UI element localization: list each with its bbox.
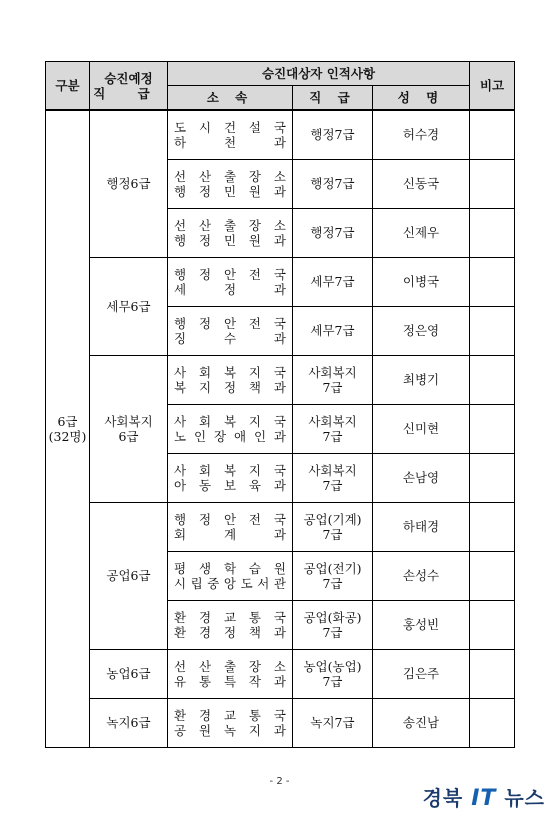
rank-line2: 7급 xyxy=(322,526,343,542)
group-cell: 농업6급 xyxy=(90,649,168,698)
rank-cell xyxy=(293,551,373,600)
dept-division: 복 지 정 책 과 xyxy=(174,379,286,395)
name-cell: 이병국 xyxy=(373,257,470,306)
category-cell xyxy=(46,110,90,747)
note-cell xyxy=(470,355,515,404)
dept-division: 회 계 과 xyxy=(174,526,286,542)
rank-cell xyxy=(293,355,373,404)
note-cell xyxy=(470,257,515,306)
dept-office: 환 경 교 통 국 xyxy=(174,707,286,723)
note-cell xyxy=(470,502,515,551)
group-cell: 공업6급 xyxy=(90,502,168,649)
dept-office: 사 회 복 지 국 xyxy=(174,364,286,380)
table-row xyxy=(46,502,515,551)
name-cell: 최병기 xyxy=(373,355,470,404)
table-row xyxy=(46,355,515,404)
rank-line1: 사회복지 xyxy=(308,413,357,429)
dept-office: 환 경 교 통 국 xyxy=(174,609,286,625)
header-target-rank xyxy=(90,62,168,111)
rank-line2: 7급 xyxy=(322,428,343,444)
dept-cell xyxy=(168,257,293,306)
rank-cell: 행정7급 xyxy=(293,208,373,257)
header-group-title: 승진대상자 인적사항 xyxy=(168,62,470,86)
note-cell xyxy=(470,453,515,502)
dept-cell xyxy=(168,159,293,208)
group-label-line2: 6급 xyxy=(118,428,139,444)
dept-cell xyxy=(168,110,293,159)
dept-cell xyxy=(168,355,293,404)
dept-division: 징 수 과 xyxy=(174,330,286,346)
table-body xyxy=(46,110,515,747)
dept-cell xyxy=(168,404,293,453)
rank-line2: 7급 xyxy=(322,477,343,493)
category-line2: (32명) xyxy=(48,428,87,444)
rank-cell xyxy=(293,404,373,453)
rank-line1: 공업(기계) xyxy=(303,511,362,527)
dept-office: 선 산 출 장 소 xyxy=(174,658,286,674)
rank-line2: 7급 xyxy=(322,575,343,591)
header-target-rank-line1: 승진예정 xyxy=(104,70,153,86)
dept-division: 행 정 민 원 과 xyxy=(174,232,286,248)
promotion-table xyxy=(45,61,515,748)
group-label-line1: 사회복지 xyxy=(104,413,153,429)
header-name: 성 명 xyxy=(373,86,470,111)
logo-prefix: 경북 xyxy=(422,786,464,810)
rank-line1: 사회복지 xyxy=(308,462,357,478)
header-category: 구분 xyxy=(46,62,90,111)
dept-division: 환 경 정 책 과 xyxy=(174,624,286,640)
note-cell xyxy=(470,404,515,453)
rank-line1: 사회복지 xyxy=(308,364,357,380)
rank-cell xyxy=(293,649,373,698)
group-cell: 녹지6급 xyxy=(90,698,168,747)
note-cell xyxy=(470,110,515,159)
dept-office: 평 생 학 습 원 xyxy=(174,560,286,576)
category-line1: 6급 xyxy=(57,413,78,429)
dept-office: 행 정 안 전 국 xyxy=(174,315,286,331)
page-number: - 2 - xyxy=(269,776,290,787)
header-dept: 소 속 xyxy=(168,86,293,111)
note-cell xyxy=(470,600,515,649)
rank-line1: 공업(화공) xyxy=(303,609,362,625)
name-cell: 김은주 xyxy=(373,649,470,698)
rank-line2: 7급 xyxy=(322,379,343,395)
dept-division: 공 원 녹 지 과 xyxy=(174,722,286,738)
name-cell: 허수경 xyxy=(373,110,470,159)
rank-line1: 공업(전기) xyxy=(303,560,362,576)
note-cell xyxy=(470,551,515,600)
rank-cell xyxy=(293,600,373,649)
dept-office: 선 산 출 장 소 xyxy=(174,168,286,184)
name-cell: 신제우 xyxy=(373,208,470,257)
rank-cell: 세무7급 xyxy=(293,257,373,306)
dept-cell xyxy=(168,698,293,747)
name-cell: 손남영 xyxy=(373,453,470,502)
table-row xyxy=(46,698,515,747)
name-cell: 정은영 xyxy=(373,306,470,355)
dept-cell xyxy=(168,502,293,551)
dept-division: 시 립 중 앙 도 서 관 xyxy=(174,575,286,591)
name-cell: 송진남 xyxy=(373,698,470,747)
dept-office: 사 회 복 지 국 xyxy=(174,462,286,478)
rank-cell: 행정7급 xyxy=(293,110,373,159)
group-cell: 세무6급 xyxy=(90,257,168,355)
dept-cell xyxy=(168,649,293,698)
name-cell: 홍성빈 xyxy=(373,600,470,649)
dept-division: 노 인 장 애 인 과 xyxy=(174,428,286,444)
rank-cell: 행정7급 xyxy=(293,159,373,208)
rank-line2: 7급 xyxy=(322,624,343,640)
dept-division: 하 천 과 xyxy=(174,134,286,150)
header-rank: 직 급 xyxy=(293,86,373,111)
group-cell xyxy=(90,355,168,502)
table-row xyxy=(46,110,515,159)
note-cell xyxy=(470,698,515,747)
group-cell: 행정6급 xyxy=(90,110,168,257)
logo-suffix: 뉴스 xyxy=(504,786,545,810)
rank-cell xyxy=(293,453,373,502)
rank-cell: 세무7급 xyxy=(293,306,373,355)
dept-cell xyxy=(168,306,293,355)
rank-line1: 농업(농업) xyxy=(303,658,362,674)
table-row xyxy=(46,649,515,698)
dept-division: 세 정 과 xyxy=(174,281,286,297)
dept-office: 선 산 출 장 소 xyxy=(174,217,286,233)
note-cell xyxy=(470,649,515,698)
dept-office: 행 정 안 전 국 xyxy=(174,266,286,282)
logo-it: IT xyxy=(471,786,497,811)
name-cell: 신동국 xyxy=(373,159,470,208)
rank-cell xyxy=(293,502,373,551)
dept-cell xyxy=(168,551,293,600)
header-target-rank-line2: 직 급 xyxy=(93,85,164,101)
dept-cell xyxy=(168,600,293,649)
note-cell xyxy=(470,306,515,355)
dept-office: 행 정 안 전 국 xyxy=(174,511,286,527)
dept-office: 도 시 건 설 국 xyxy=(174,119,286,135)
dept-cell xyxy=(168,453,293,502)
rank-line2: 7급 xyxy=(322,673,343,689)
name-cell: 신미현 xyxy=(373,404,470,453)
dept-division: 유 통 특 작 과 xyxy=(174,673,286,689)
dept-office: 사 회 복 지 국 xyxy=(174,413,286,429)
name-cell: 하태경 xyxy=(373,502,470,551)
note-cell xyxy=(470,208,515,257)
dept-division: 아 동 보 육 과 xyxy=(174,477,286,493)
note-cell xyxy=(470,159,515,208)
dept-division: 행 정 민 원 과 xyxy=(174,183,286,199)
dept-cell xyxy=(168,208,293,257)
name-cell: 손성수 xyxy=(373,551,470,600)
header-note: 비고 xyxy=(470,62,515,111)
table-row xyxy=(46,257,515,306)
site-logo xyxy=(423,782,545,811)
rank-cell: 녹지7급 xyxy=(293,698,373,747)
